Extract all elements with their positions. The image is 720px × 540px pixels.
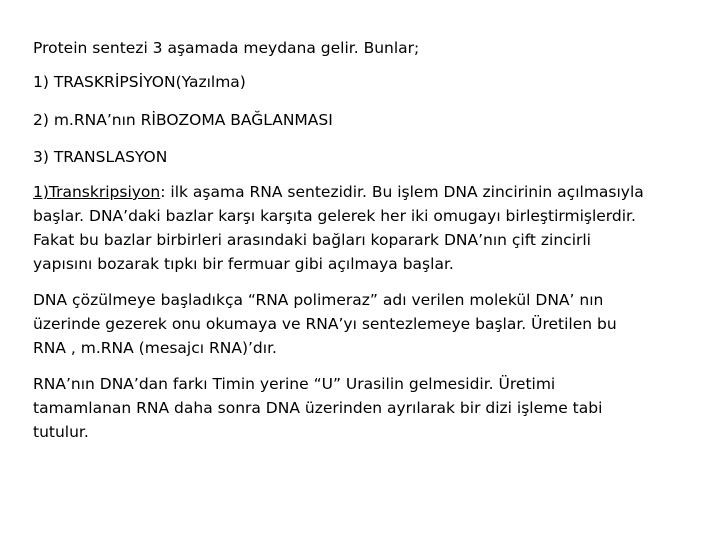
rna-difference-paragraph xyxy=(33,372,693,444)
transcription-line-1-rest: : ilk aşama RNA sentezidir. Bu işlem DNA zincirinin açılmasıyla xyxy=(160,183,644,201)
polymerase-line-2: üzerinde gezerek onu okumaya ve RNA’yı sentezlemeye başlar. Üretilen bu xyxy=(33,315,617,333)
transcription-term: 1)Transkripsiyon xyxy=(33,183,161,201)
difference-line-1: RNA’nın DNA’dan farkı Timin yerine “U” Urasilin gelmesidir. Üretimi xyxy=(33,375,556,393)
transcription-line-3: Fakat bu bazlar birbirleri arasındaki bağları koparark DNA’nın çift zincirli xyxy=(33,231,591,249)
difference-line-2: tamamlanan RNA daha sonra DNA üzerinden ayrılarak bir dizi işleme tabi xyxy=(33,399,603,417)
transcription-line-1 xyxy=(33,180,693,204)
step-1: 1) TRASKRİPSİYON(Yazılma) xyxy=(33,73,246,91)
difference-line-3: tutulur. xyxy=(33,423,89,441)
intro-text: Protein sentezi 3 aşamada meydana gelir. Bunlar; xyxy=(33,39,420,57)
polymerase-line-1: DNA çözülmeye başladıkça “RNA polimeraz” adı verilen molekül DNA’ nın xyxy=(33,291,604,309)
transcription-line-2: başlar. DNA’daki bazlar karşı karşıta gelerek her iki omugayı birleştirmişlerdir. xyxy=(33,207,636,225)
step-2: 2) m.RNA’nın RİBOZOMA BAĞLANMASI xyxy=(33,111,333,129)
transcription-paragraph xyxy=(33,180,693,276)
step-3: 3) TRANSLASYON xyxy=(33,148,168,166)
rna-polymerase-paragraph xyxy=(33,288,693,360)
polymerase-line-3: RNA , m.RNA (mesajcı RNA)’dır. xyxy=(33,339,277,357)
slide-content xyxy=(33,0,693,540)
transcription-line-4: yapısını bozarak tıpkı bir fermuar gibi açılmaya başlar. xyxy=(33,255,454,273)
